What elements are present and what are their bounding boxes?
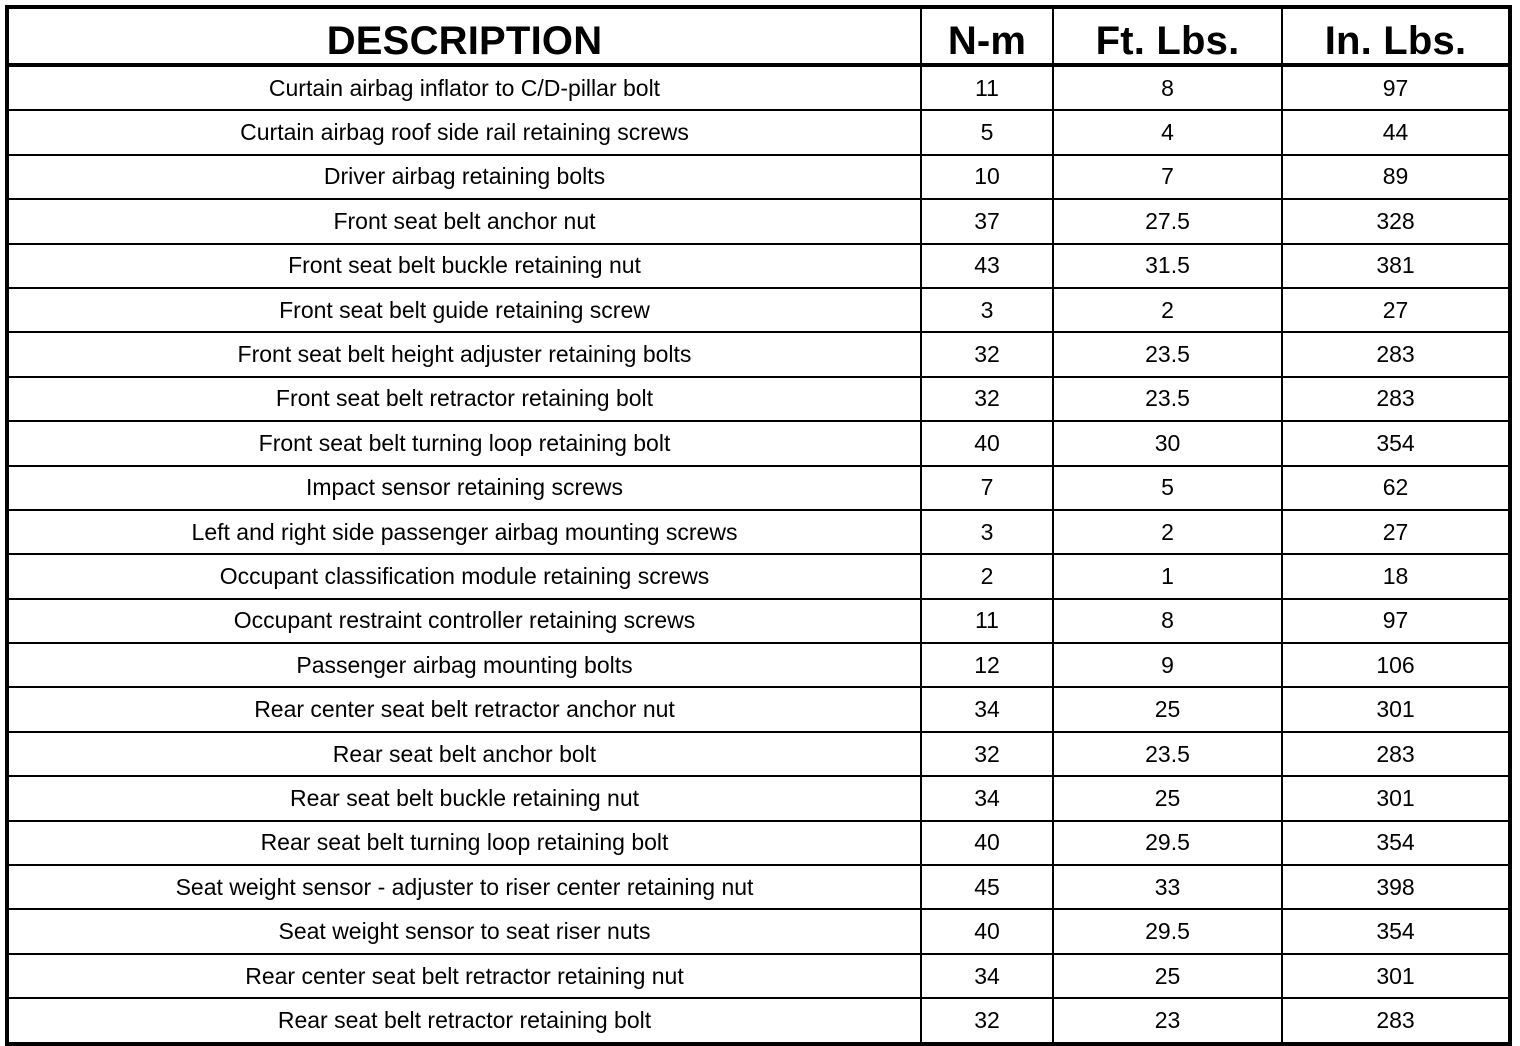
cell-description: Occupant restraint controller retaining screws [7,599,921,643]
cell-description: Rear center seat belt retractor anchor nut [7,687,921,731]
cell-description: Front seat belt anchor nut [7,199,921,243]
table-row [7,776,1510,820]
cell-nm: 11 [921,65,1053,110]
cell-in-lbs: 283 [1282,377,1510,421]
cell-in-lbs: 354 [1282,821,1510,865]
cell-nm: 11 [921,599,1053,643]
cell-description: Passenger airbag mounting bolts [7,643,921,687]
cell-in-lbs: 97 [1282,599,1510,643]
cell-in-lbs: 283 [1282,998,1510,1043]
cell-ft-lbs: 9 [1053,643,1282,687]
cell-description: Rear seat belt anchor bolt [7,732,921,776]
cell-ft-lbs: 29.5 [1053,909,1282,953]
cell-description: Rear seat belt turning loop retaining bolt [7,821,921,865]
cell-description: Front seat belt turning loop retaining bolt [7,421,921,465]
torque-spec-table [5,5,1512,1046]
cell-description: Curtain airbag inflator to C/D-pillar bolt [7,65,921,110]
cell-ft-lbs: 23.5 [1053,332,1282,376]
cell-description: Front seat belt buckle retaining nut [7,244,921,288]
cell-nm: 3 [921,288,1053,332]
cell-nm: 2 [921,554,1053,598]
header-nm: N-m [921,7,1053,65]
cell-description: Curtain airbag roof side rail retaining screws [7,110,921,154]
table-row [7,821,1510,865]
cell-ft-lbs: 23.5 [1053,732,1282,776]
cell-ft-lbs: 2 [1053,288,1282,332]
cell-ft-lbs: 23.5 [1053,377,1282,421]
header-description: DESCRIPTION [7,7,921,65]
cell-nm: 7 [921,466,1053,510]
cell-nm: 5 [921,110,1053,154]
table-row [7,599,1510,643]
cell-in-lbs: 398 [1282,865,1510,909]
cell-description: Front seat belt retractor retaining bolt [7,377,921,421]
cell-ft-lbs: 5 [1053,466,1282,510]
cell-description: Front seat belt height adjuster retaining bolts [7,332,921,376]
cell-nm: 10 [921,155,1053,199]
cell-ft-lbs: 8 [1053,65,1282,110]
cell-in-lbs: 18 [1282,554,1510,598]
cell-nm: 34 [921,954,1053,998]
cell-description: Left and right side passenger airbag mounting screws [7,510,921,554]
table-row [7,244,1510,288]
cell-nm: 12 [921,643,1053,687]
table-row [7,998,1510,1043]
cell-in-lbs: 283 [1282,332,1510,376]
cell-ft-lbs: 29.5 [1053,821,1282,865]
cell-description: Front seat belt guide retaining screw [7,288,921,332]
cell-description: Occupant classification module retaining screws [7,554,921,598]
cell-ft-lbs: 8 [1053,599,1282,643]
cell-nm: 43 [921,244,1053,288]
cell-in-lbs: 97 [1282,65,1510,110]
cell-ft-lbs: 30 [1053,421,1282,465]
header-in-lbs: In. Lbs. [1282,7,1510,65]
cell-in-lbs: 89 [1282,155,1510,199]
table-row [7,110,1510,154]
cell-nm: 32 [921,332,1053,376]
cell-in-lbs: 62 [1282,466,1510,510]
cell-in-lbs: 27 [1282,288,1510,332]
cell-description: Rear seat belt retractor retaining bolt [7,998,921,1043]
cell-description: Seat weight sensor - adjuster to riser center retaining nut [7,865,921,909]
table-row [7,466,1510,510]
cell-nm: 34 [921,687,1053,731]
cell-nm: 40 [921,421,1053,465]
table-row [7,954,1510,998]
cell-nm: 37 [921,199,1053,243]
cell-ft-lbs: 1 [1053,554,1282,598]
cell-in-lbs: 328 [1282,199,1510,243]
header-row [7,7,1510,65]
cell-nm: 32 [921,732,1053,776]
cell-nm: 32 [921,377,1053,421]
cell-ft-lbs: 7 [1053,155,1282,199]
cell-description: Impact sensor retaining screws [7,466,921,510]
cell-nm: 45 [921,865,1053,909]
cell-ft-lbs: 25 [1053,954,1282,998]
table-row [7,65,1510,110]
cell-nm: 34 [921,776,1053,820]
cell-ft-lbs: 23 [1053,998,1282,1043]
table-row [7,687,1510,731]
table-row [7,377,1510,421]
cell-in-lbs: 354 [1282,909,1510,953]
table-row [7,510,1510,554]
cell-description: Rear center seat belt retractor retaining nut [7,954,921,998]
cell-nm: 40 [921,909,1053,953]
cell-description: Driver airbag retaining bolts [7,155,921,199]
cell-ft-lbs: 33 [1053,865,1282,909]
cell-nm: 32 [921,998,1053,1043]
cell-in-lbs: 106 [1282,643,1510,687]
table-row [7,909,1510,953]
cell-description: Seat weight sensor to seat riser nuts [7,909,921,953]
cell-ft-lbs: 27.5 [1053,199,1282,243]
cell-ft-lbs: 2 [1053,510,1282,554]
cell-in-lbs: 301 [1282,687,1510,731]
cell-in-lbs: 301 [1282,954,1510,998]
cell-in-lbs: 301 [1282,776,1510,820]
cell-in-lbs: 381 [1282,244,1510,288]
table-row [7,332,1510,376]
cell-in-lbs: 44 [1282,110,1510,154]
table-row [7,554,1510,598]
table-row [7,288,1510,332]
table-row [7,643,1510,687]
header-ft-lbs: Ft. Lbs. [1053,7,1282,65]
table-row [7,865,1510,909]
cell-ft-lbs: 4 [1053,110,1282,154]
cell-in-lbs: 27 [1282,510,1510,554]
cell-in-lbs: 354 [1282,421,1510,465]
table-row [7,732,1510,776]
cell-nm: 3 [921,510,1053,554]
table-body [7,65,1510,1044]
table-row [7,155,1510,199]
cell-in-lbs: 283 [1282,732,1510,776]
cell-ft-lbs: 25 [1053,687,1282,731]
cell-nm: 40 [921,821,1053,865]
cell-ft-lbs: 31.5 [1053,244,1282,288]
table-row [7,421,1510,465]
cell-ft-lbs: 25 [1053,776,1282,820]
cell-description: Rear seat belt buckle retaining nut [7,776,921,820]
table-row [7,199,1510,243]
